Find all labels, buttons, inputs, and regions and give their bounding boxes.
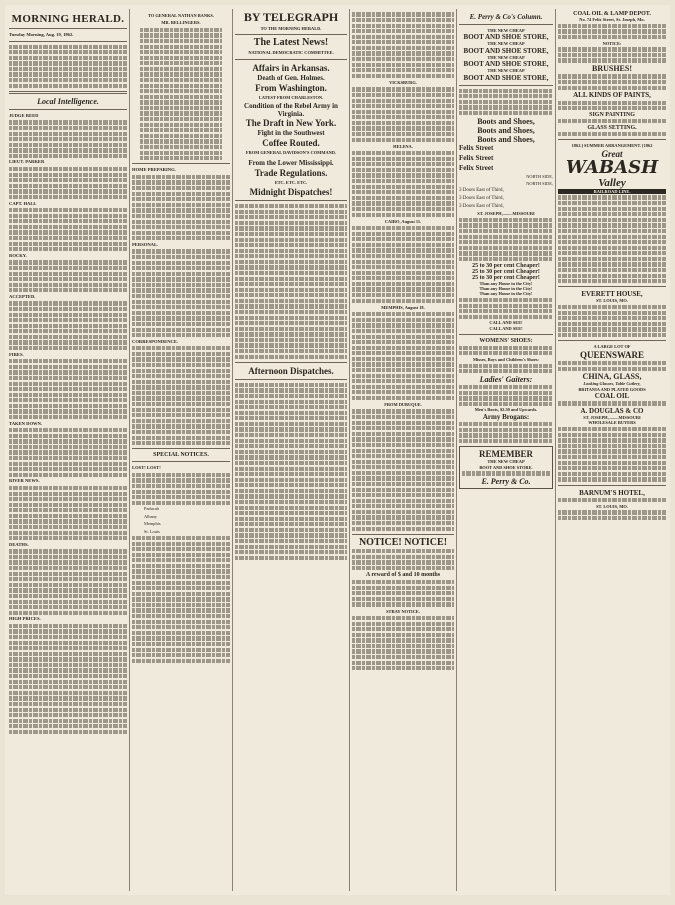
river-table: Paducah Albany Memphis St. Louis <box>144 506 161 534</box>
home-preparing-heading: HOME PREPARING. <box>132 167 176 173</box>
ad-line: A LARGE LOT OF <box>593 344 631 350</box>
masthead-notice <box>9 45 127 88</box>
personal-heading: PERSONAL. <box>132 241 159 247</box>
ad-line: Boots and Shoes, <box>477 116 535 126</box>
dispatch-heading: FROM DUBUQUE. <box>384 402 422 408</box>
poem-body <box>132 28 230 160</box>
ad-line: Ladies' Gaiters: <box>479 374 533 384</box>
ad-line: 3 Doors East of Third, <box>459 203 504 209</box>
local-intelligence-heading: Local Intelligence. <box>37 96 99 106</box>
railroad-line-banner: RAILROAD LINE. <box>558 189 666 194</box>
masthead-title: MORNING HERALD. <box>11 13 125 25</box>
remember-ad: REMEMBER THE NEW CHEAP BOOT AND SHOE STORE. E. Perry & Co. <box>459 446 553 489</box>
ad-line: BOOT AND SHOE STORE, <box>463 60 549 69</box>
ad-line: Felix Street <box>459 153 494 162</box>
ad-line: CALL AND SEE! <box>489 320 523 326</box>
poem-subtitle: MR. BELLINGERS. <box>161 20 201 26</box>
column-6 <box>558 11 666 889</box>
ad-line: NORTH SIDE, <box>526 180 553 186</box>
ad-line: QUEENSWARE <box>579 349 644 360</box>
ad-line: BOOT AND SHOE STORE, <box>463 33 549 42</box>
ad-line: Boots and Shoes, <box>477 125 535 135</box>
telegraph-head: Condition of the Rebel Army in Virginia. <box>244 102 338 119</box>
ad-line: WOMENS' SHOES: <box>479 338 533 345</box>
wabash-valley: Valley <box>598 176 626 189</box>
ad-line: CHINA, GLASS, <box>582 372 642 382</box>
ad-line: Than any House in the City! <box>479 291 533 297</box>
column-rule <box>232 9 233 891</box>
ad-line: Than any House in the City! <box>479 285 533 291</box>
telegraph-head: Coffee Routed. <box>262 138 320 149</box>
ad-line: ALL KINDS OF PAINTS, <box>573 91 651 100</box>
column-1 <box>9 11 127 889</box>
telegraph-head: From Washington. <box>255 82 327 93</box>
column-4 <box>352 11 454 889</box>
telegraph-head: The Draft in New York. <box>245 118 337 129</box>
ad-line: Looking Glasses, Table Cutlery, <box>583 381 641 387</box>
telegraph-head: Death of Gen. Holmes. <box>257 73 325 82</box>
ad-line: ST. LOUIS, MO. <box>596 298 628 304</box>
ad-line: 25 to 30 per cent Cheaper! <box>472 274 540 281</box>
ad-line: Felix Street <box>459 163 494 172</box>
ad-line: Men's Boots, $2.50 and Upwards. <box>474 407 538 413</box>
perry-column-header: E. Perry & Co's Column. <box>469 13 543 21</box>
telegraph-head: LATEST FROM CHARLESTON. <box>258 94 324 100</box>
ad-line: ST. JOSEPH,.........MISSOURI <box>583 414 641 420</box>
ad-line: NORTH SIDE, <box>526 173 553 179</box>
column-5 <box>459 11 553 889</box>
local-items: JUDGE REED LIEUT. PARKER CAPT. HALL ROCKY. ACCEPTED. FIRES. TAKEN DOWN. RIVER NEWS. DEATHS. HIGH PRICES. <box>9 113 127 734</box>
lost-heading: LOST! LOST! <box>132 465 161 471</box>
column-rule <box>456 9 457 891</box>
newspaper-page <box>5 5 670 895</box>
telegraph-head: Fight in the Southwest <box>257 129 325 138</box>
ad-line: COAL OIL <box>594 391 630 400</box>
telegraph-head: Trade Regulations. <box>254 167 328 178</box>
ad-line: THE NEW CHEAP <box>487 54 525 60</box>
telegraph-head: Midnight Dispatches! <box>249 187 333 198</box>
ad-line: Misses, Boys and Children's Shoes: <box>473 356 539 362</box>
column-rule <box>129 9 130 891</box>
telegraph-head: ETC. ETC. ETC. <box>274 179 308 185</box>
ad-line: COAL OIL & LAMP DEPOT. <box>573 11 651 17</box>
ad-line: Army Brogans: <box>482 412 530 421</box>
dispatch-heading: VICKSBURG. <box>389 79 417 85</box>
special-notices-heading: SPECIAL NOTICES. <box>153 452 209 459</box>
ad-line: No. 74 Felix Street, St. Joseph, Mo. <box>579 17 645 22</box>
ad-line: Boots and Shoes, <box>477 134 535 144</box>
ad-line: 25 to 30 per cent Cheaper! <box>472 268 540 275</box>
afternoon-dispatches-heading: Afternoon Dispatches. <box>248 365 334 376</box>
ad-line: GLASS SETTING. <box>587 124 637 131</box>
telegraph-head: FROM GENERAL DAVIDSON'S COMMAND. <box>245 150 337 156</box>
wabash-title: WABASH <box>565 156 659 178</box>
column-rule <box>349 9 350 891</box>
ad-line: 3 Doors East of Third, <box>459 195 504 201</box>
poem-title: TO GENERAL NATHAN BANKS. <box>148 13 214 18</box>
dispatch-heading: CAIRO, August 11. <box>384 218 422 224</box>
dispatch-heading: HELENA. <box>393 143 413 149</box>
reward-line: A reward of $ and 10 months <box>365 572 441 579</box>
ad-line: 1862.] SUMMER ARRANGEMENT. [1862 <box>571 143 653 149</box>
latest-news-heading: The Latest News! <box>253 37 329 49</box>
ad-line: NOTICE: <box>602 40 622 46</box>
ad-line: 25 to 30 per cent Cheaper! <box>472 262 540 269</box>
column-2 <box>132 11 230 889</box>
column-3 <box>235 11 347 889</box>
telegraph-head: NATIONAL DEMOCRATIC COMMITTEE. <box>248 50 334 56</box>
ad-line: Felix Street <box>459 143 494 152</box>
masthead-dateline: Tuesday Morning, Aug. 19, 1862. <box>9 32 74 37</box>
column-rule <box>555 9 556 891</box>
ad-line: EVERETT HOUSE, <box>581 290 643 299</box>
ad-line: BARNUM'S HOTEL, <box>579 488 645 497</box>
ad-line: BOOT AND SHOE STORE, <box>463 73 549 82</box>
ad-line: 3 Doors East of Third, <box>459 188 504 194</box>
ad-line: ST. JOSEPH,.........MISSOURI <box>477 211 535 217</box>
ad-line: BRUSHES! <box>591 64 632 74</box>
ad-line: THE NEW CHEAP <box>487 41 525 47</box>
by-telegraph-banner: BY TELEGRAPH <box>243 11 339 24</box>
ad-line: BRITANIA AND PLATED GOODS <box>578 386 646 392</box>
wabash-great: Great <box>601 148 623 159</box>
ad-line: BOOT AND SHOE STORE, <box>463 46 549 55</box>
notice-heading: NOTICE! NOTICE! <box>358 536 448 548</box>
correspondence-heading: CORRESPONDENCE. <box>132 338 179 344</box>
ad-line: WHOLESALE BUYERS <box>588 420 636 426</box>
dispatch-heading: MEMPHIS, August 18. <box>381 304 425 310</box>
ad-line: ST. LOUIS, MO. <box>596 503 628 509</box>
ad-line: THE NEW CHEAP <box>487 68 525 74</box>
ad-line: SIGN PAINTING <box>589 111 635 118</box>
telegraph-head: Affairs in Arkansas. <box>252 62 330 73</box>
ad-line: THE NEW CHEAP <box>487 28 525 33</box>
ad-line: CALL AND SEE! <box>489 325 523 331</box>
telegraph-head: From the Lower Mississippi. <box>248 158 334 167</box>
telegraph-subbanner: TO THE MORNING HERALD. <box>260 26 322 31</box>
ad-line: A. DOUGLAS & CO <box>580 406 644 415</box>
stray-notice-heading: STRAY NOTICE. <box>386 608 420 614</box>
ad-line: Than any House in the City! <box>479 280 533 286</box>
